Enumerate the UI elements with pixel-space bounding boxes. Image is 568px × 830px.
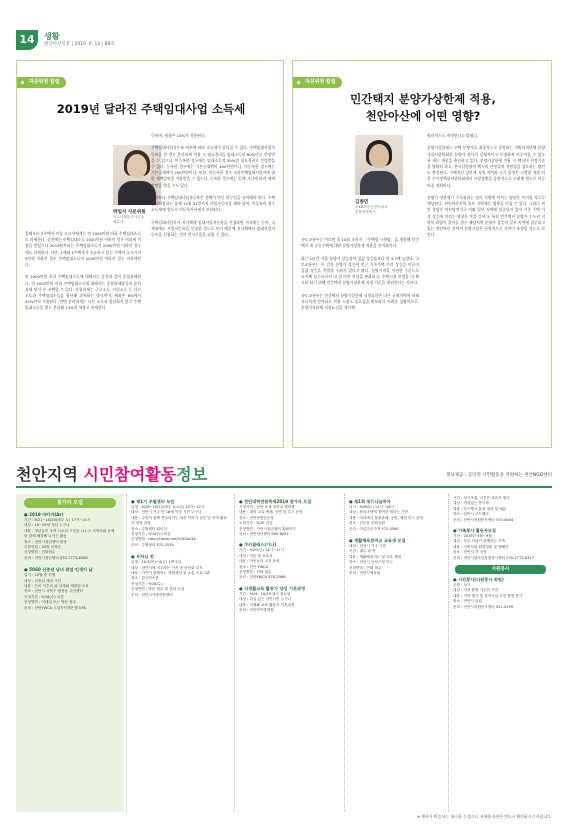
column-tag: 자문위원 칼럼: [17, 77, 66, 88]
events-banner: [16, 460, 552, 488]
author-affiliation: 아트나세무사사무소 세무사: [113, 215, 145, 224]
events-section: [16, 494, 552, 812]
volunteer-heading: 자원봉사: [455, 565, 546, 574]
event-item: ● 5060 신중년 남녀 취업 인생이 날 일시 : 10월 중 진행 대상 : 신중년 세대 시민 내용 : 은퇴 이후의 삶 설계와 재취업 교육 장소 : 천안시 서북구 쌍용동 주민센터 신청기간 : 9/18(수) 마감 신청방법 : 이메일 또는 방문 접수 문의 : 천안YWCA 고령자인재은행 578-: [24, 567, 93, 610]
column-article-price-cap: [292, 60, 552, 448]
event-item: ● 제1기 주월센터 모임 일정 : 9/28~10/12(매주 토요일) 10시~12시 대상 : 천안시 거주 만 18세 이상 시민 누구나 내용 : 주민이 함께 만들어가는 마을 이야기 공유 및 지역 활동가 양성 과정 장소 : 주월센터 회의실 신청기간 : 9/14(토) 마감 신청방법 : http://naver.me/GOJGoc3A 문의 : 주월센터 572-2535: [131, 499, 227, 547]
author-affiliation: ㈜KB부동산신탁대표 부동산학박사: [355, 205, 388, 214]
article-text-col2: 등하며, 세율은 14%가 적용된다. 주택임대사업자등록 여부에 따라 소득세가 달라질 수 있다. 주택임대사업자등록을 한 경우 분리과세 적용 시 필요경비를 임대소득의 60%만큼 인정받을 수 있으나, 미등록한 경우에는 임대소득의 50%만 필요경비로 인정받을 수 있다. 등록한 경우에는 기본공제액이 400만원이나, 미등록한 경우에는 기본공제액이 200만원이다. 또한, 미등록한 경우 소형주택임대사업자에 대한 세액감면을 적용받을 수 없으나, 등록한 경우에는 일례 기간에 따라 세액감면을 받을 수도 있다. 무엇보다 주택임대사업자등록은 선택이 아닌 의무입을 유의해야 한다. 주택임대사업자는 올해 12월 31일까지 사업자등록을 해야 하며, 미등록의 경우 소득세에 별도로 미등록가산세가 부과된다. 주택임대사업자가 지자체에 임대사업자등록을 신청하면 지자체는 등록, 국세청에도 사업자등록을 신청한 것으로 보기 때문에 지자체에서 임대사업자등록을 신청하는 것이 번거로움을 피할 수 있다.: [151, 133, 275, 238]
page-number: 14: [16, 30, 38, 50]
article-text-col2: 합리적으로 개정한다고 밝혔다. 분양가상한제는 주택 분양가를 최종적으로 결정하는 지방자치단체 분양가심사위원회의 분양가 심사가 실제적이고 투명하게 이루어질 수 있도록 제도 개선을 추진하고 있다. 분양가상한제 적용 시 택지비 산정기준을 명확히 하고, 한국감정원이 택지비 산정절차 적정성을 검토하는 방안도 추진된다. 구체적인 상한제 지정 지역과 시기 결정은 시행령 개정 이후 주거정책심의위원회에서 시장상황을 종합적으로 고려해 별도로 이루어질 계획이다. 분양가 상한제가 수도권과는 달리 지방에 미치는 영향은 미미할 것으로 예상된다. 천안아산지역 일부 지역에는 영향을 미칠 수 있다. 그러나 천안 불당동 아산탕정지구 이외 일부 지역에 집중되어 있어 기존 주택 가격 상승에 미치는 영향은 작을 것이다. 특히 민간택지 분양가 수도권 지역의 과열이 잦아들 경우 해당지역 분양가 상승이 일부 지역에 집중되고 있는 천안아산 지역의 분양시장은 선별적으로 가격이 조정될 것으로 보인다.: [427, 133, 545, 238]
footnote: ※ 행사가 변경 또는 취소될 수 있으니 자세한 사항은 반드시 확인하시기 바랍니다.: [416, 814, 552, 819]
events-column-3: [344, 494, 448, 812]
author-name: 김종민: [355, 200, 369, 205]
event-item: ● 가족봉사 활동자모집 기간 : 2019년 4월~9월 대상 : 부모 자녀가 함께하는 가족 내용 : 지역사회 환경정화 및 캠페인 장소 : 천안시 각 지역 문의 : 천안시청소년자원봉사센터 070-7773-8317: [453, 528, 534, 560]
banner-info: 정보제공 : 공익적 시민활동을 지원하는 천안NGO센터: [445, 473, 552, 478]
page-header: [16, 30, 216, 52]
events-column-1: [126, 494, 232, 812]
event-item: ● 쿠키클래스(가나) 기간 : 9/20(금) 14시~17시 대상 : 아동 및 보호자 내용 : 아동요리 교실 운영 장소 : 천안 YWCA 신청방법 : 전화 접수 문의 : 천안YWCA 578-2066: [239, 542, 286, 580]
article-title: 2019년 달라진 주택임대사업 소득세: [56, 102, 246, 116]
events-sidebar: [16, 494, 124, 812]
author-block: [355, 135, 415, 215]
event-item: ● 천안대학연합축제2019 참가자 모집 신청자격 : 천안 소재 대학교 재학생 내용 : 대학 교류 축제, 공연 및 부스 운영 장소 : 천안종합운동장 모집기간 : 9/20 마감 신청방법 : 천안시청년센터 홈페이지 문의 : 천안청년센터 900-6051: [239, 499, 312, 537]
article-text-col1: 국토교통부는 이르면 올 10월 초까지 「주택법 시행령」을 개정해 민간택지 내 공동주택에 대한 분양가상한제 적용을 본격화한다. 최근 1년간 서울 분양가 상승률이 집값 상승률보다 약 3.7배 높았다. 국토교통부는 이 같은 분양가 상승이 인근 기존주택 가격 상승을 이끌어 집값 상승을 촉발할 우려가 있다고 봤다. 분양가격을 적정한 수준으로 유지해 실수요자의 내 집 마련 부담을 완화하고, 주택시장 안정을 더 확고히 하기 위해 민간택지 분양가상한제 지정 기준을 개선한다는 것이다. 국토교통부는 민간택지 분양가상한제 지정요건은 다른 규제지역에 비해 지나치게 엄격하고 적용 시점도 실효성을 확보하기 어려운 상황이므로, 분양가상한제 지정요건을 개선해: [301, 237, 419, 311]
event-item: ● 부처님 전 일정 : 10.3(목)~4(금) 1박 2일 대상 : 천안시에 거주하는 가족 중 아이와 부모 내용 : 가족이 함께하는 생태체험 및 소통 프로그램 장소 : 한국민속촌 신청기간 : 9/18(수) 신청방법 : 방문 접수 및 전화 신청 문의 : 천안시가정지원센터: [131, 554, 210, 597]
events-column-4: [448, 494, 552, 812]
event-item: ● 사진봉사(다원봉사 회원) 모집 : 상시 대상 : 사진 촬영 가능한 시민 내용 : 지역 행사 및 복지시설 사진 촬영 봉사 장소 : 천안시 일원 문의 : 천안시자원봉사센터 521-0199: [453, 577, 523, 609]
events-column-2: [234, 494, 342, 812]
article-text-col1: 올해부터 2주택자 이상 소유자에게는 연 2000만원 이하 주택임대소득도 과세한다. 종전에는 주택임대소득 2000만원 이하인 경우 비과세 적용을 받았으나 2019년부터는 주택임대소득이 2000만원 이하인 경우에도 과세한다. 다만, 1세대 1주택자가 소유하고 있는 주택이 공시가격 9억원 이하인 경우 주택임대소득이 2000만원 이하인 경우 비과세된다. 연 2000만원 초과 주택임대소득에 대해서는 종전과 같이 종합과세한다. 연 2000만원 이하 주택임대소득에 대해서는 종합과세방식과 분리과세 방식 중 선택할 수 있다. 종합과세는 근로소득, 사업소득 등 다른 소득과 주택임대소득을 합산해 과세하는 방식이며, 세율은 6%에서 42%까지 적용된다. 반면 분리과세는 다른 소득과 합산하지 않고 주택임대소득을 별도 분리해 14%의 세율로 과세한다.: [25, 231, 141, 311]
event-item: 시간 : 상시모집, 시간은 교육과 협의 대상 : 경험있는 봉사자 내용 : 푸드뱅크 물품 정리 및 배분 장소 : 천안시 푸드뱅크 문의 : 천안시자원봉사센터 570-4044: [453, 496, 514, 522]
event-item: ● 생활체육참여교 교육생 모집 대상 : 천안시 거주 시민 기간 : 매주 화·목 내용 : 생활체육지도 및 교육 체험 장소 : 천안시 동남구청 인근 신청방법 : 전화 접수 문의 : 천안시체육회: [349, 538, 406, 576]
author-name: 박일지 자문위원: [113, 210, 146, 215]
author-photo: [355, 135, 403, 195]
section-title: 생활: [44, 32, 60, 41]
event-item: ● 식생활교육 활동가 양성 기본과정 기간 : 9/24~10/29 매주 화요일 대상 : 관심 있는 천안시민 누구나 내용 : 식생활 교육 활동가 기본과정 문의 : 천안아이쿱생협: [239, 585, 306, 613]
event-item: ● 제1회 워드나눔하자 일시 : 9/28(토) 11시~16시 대상 : 플리마켓에 참여를 원하는 시민 내용 : 아나바다 물품판매, 공연, 체험 부스 운영 장소 : 신부동 문화공원 문의 : 아름다운가게 572-0560: [349, 499, 423, 531]
banner-title: 천안지역 시민참여활동정보: [16, 465, 208, 484]
event-item: ● 2019 아카자(Ar) 기간 : 9/21~10/20(매주 토) 17시~21시 대상 : 18~29세 청년 누구나 내용 : 청년들이 모여 서로의 고민을 나누고 지역사회 문제를 함께 해결해 나가는 활동 장소 : 천안시청년센터 불당 모집인원 : 30명 선착순 신청방법 : 전화접수 문의 : 천안시청년센터 070-7773-8308: [24, 512, 115, 560]
bullet-icon: [297, 81, 300, 84]
bullet-icon: [21, 81, 24, 84]
article-title: 민간택지 분양가상한제 적용, 천안아산에 어떤 영향?: [350, 92, 496, 123]
column-article-income-tax: [16, 60, 284, 448]
issue-info: 천안아산신문 | 2019. 9. 12 | 88호: [44, 42, 115, 47]
sidebar-heading: 참가자 모집: [24, 498, 116, 508]
column-tag: 자문위원 칼럼: [293, 77, 342, 88]
